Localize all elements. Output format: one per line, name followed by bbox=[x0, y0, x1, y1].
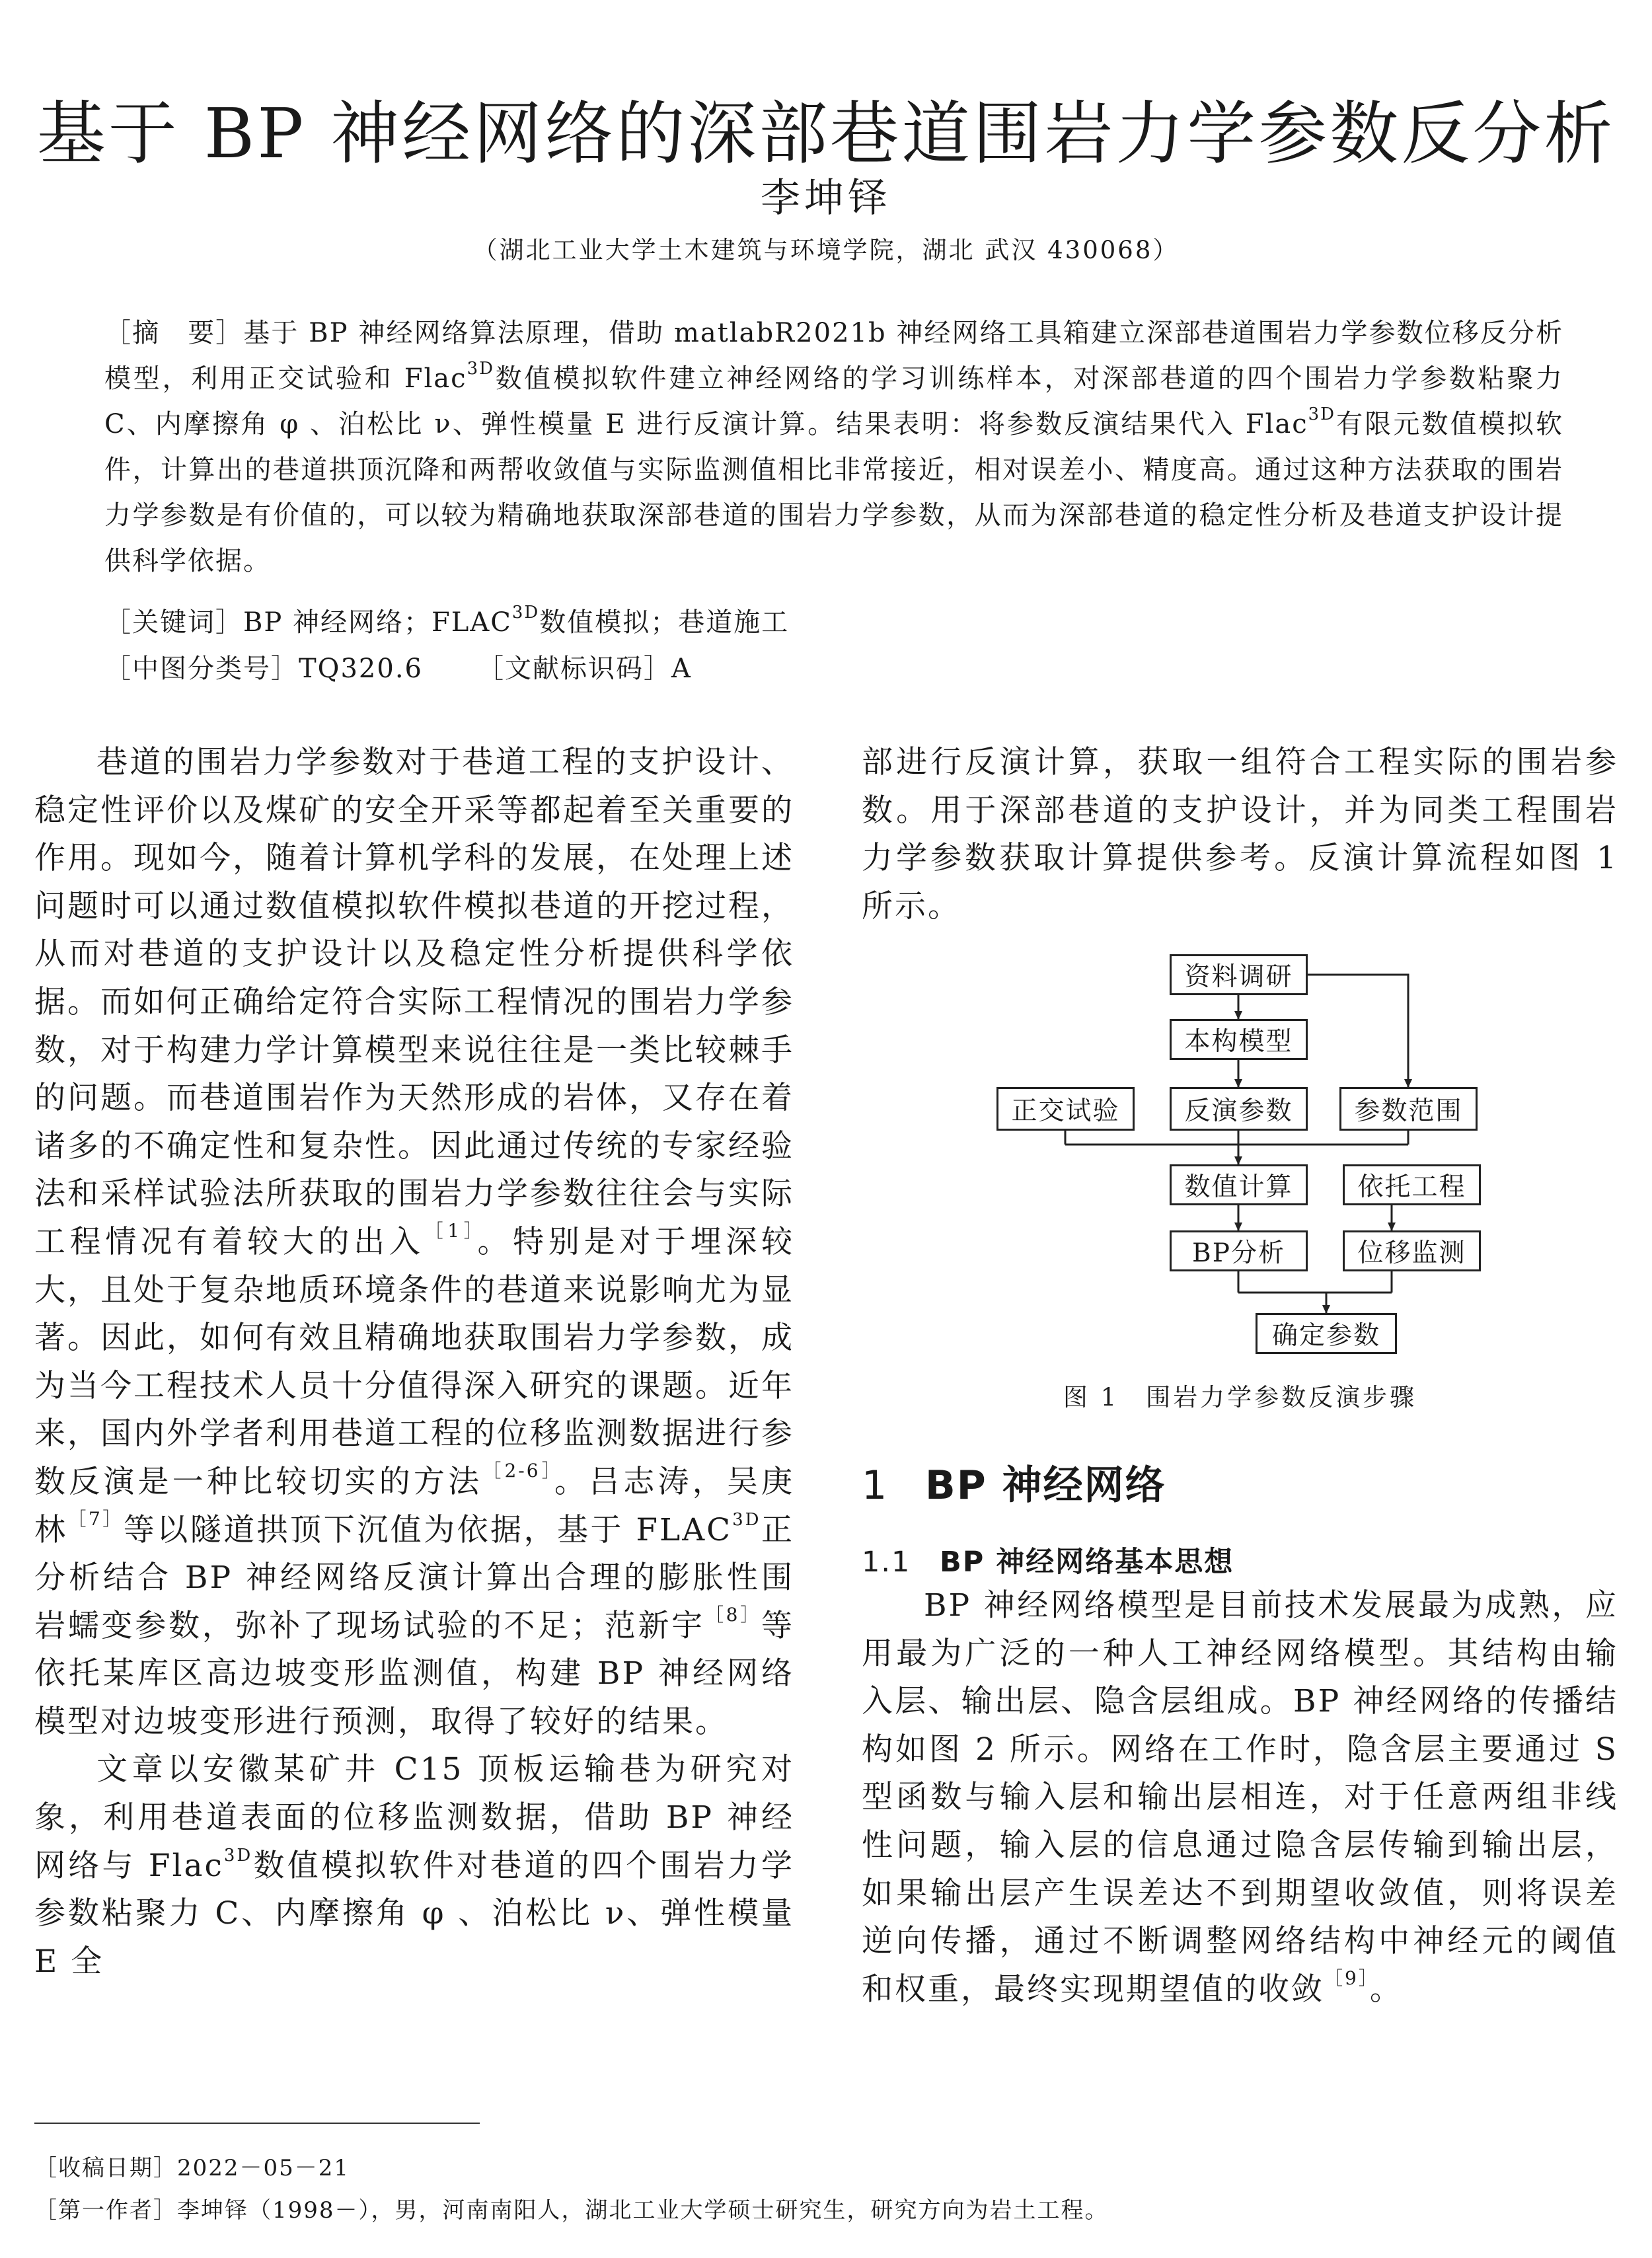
subsection-number: 1.1 bbox=[862, 1546, 911, 1579]
body-text: 。 bbox=[1369, 1971, 1403, 2008]
flow-box-bp-analysis: BP分析 bbox=[1170, 1230, 1308, 1271]
paper-title: 基于 BP 神经网络的深部巷道围岩力学参数反分析 bbox=[36, 93, 1616, 174]
body-paragraph-continued: 部进行反演计算，获取一组符合工程实际的围岩参数。用于深部巷道的支护设计，并为同类工程围岩力学参数获取计算提供参考。反演计算流程如图 1 所示。 bbox=[862, 744, 1618, 924]
body-text: 文章以安徽某矿井 C15 顶板运输巷为研究对象，利用巷道表面的位移监测数据，借助 BP 神经网络与 Flac bbox=[34, 1751, 794, 1884]
citation: ［8］ bbox=[704, 1604, 761, 1626]
clc-label: ［中图分类号］ bbox=[104, 654, 299, 684]
keywords-text-2: 数值模拟；巷道施工 bbox=[539, 607, 790, 638]
body-text: 。特别是对于埋深较大，且处于复杂地质环境条件的巷道来说影响尤为显著。因此，如何有效且精确地获取围岩力学参数，成为当今工程技术人员十分值得深入研究的课题。近年来，国内外学者利用巷道工程的位移监测数据进行参数反演是一种比较切实的方法 bbox=[34, 1223, 795, 1500]
body-paragraph-1 bbox=[34, 739, 794, 1746]
section-1-1-heading bbox=[862, 1540, 1234, 1580]
first-author-label: ［第一作者］ bbox=[34, 2197, 177, 2224]
body-left-column bbox=[34, 739, 794, 1986]
received-date bbox=[34, 2152, 350, 2185]
body-paragraph-2 bbox=[34, 1746, 794, 1986]
author-name: 李坤铎 bbox=[761, 175, 891, 221]
abstract-text-2: 数值模拟软件建立神经网络的学习训练样本，对深部巷道的四个围岩力学参数粘聚力 C、内摩擦角 φ 、泊松比 ν、弹性模量 E 进行反演计算。结果表明：将参数反演结果代入 Flac bbox=[104, 363, 1564, 439]
flow-box-determine-parameters: 确定参数 bbox=[1256, 1313, 1397, 1354]
citation: ［7］ bbox=[67, 1507, 124, 1530]
flow-box-inversion-parameters: 反演参数 bbox=[1170, 1087, 1308, 1131]
flow-box-research: 资料调研 bbox=[1170, 954, 1308, 995]
body-right-column-top bbox=[862, 739, 1618, 930]
section-title: BP 神经网络 bbox=[925, 1462, 1166, 1509]
abstract-superscript-1: 3D bbox=[467, 358, 494, 379]
superscript: 3D bbox=[223, 1846, 253, 1865]
subsection-title: BP 神经网络基本思想 bbox=[940, 1546, 1234, 1579]
flow-box-displacement-monitoring: 位移监测 bbox=[1343, 1230, 1481, 1271]
first-author-note bbox=[34, 2194, 1109, 2227]
classification-line bbox=[104, 649, 1563, 689]
received-value: 2022－05－21 bbox=[177, 2155, 350, 2181]
body-paragraph-bp bbox=[862, 1582, 1618, 2013]
citation: ［2-6］ bbox=[482, 1460, 554, 1482]
keywords-label: ［关键词］ bbox=[104, 607, 243, 638]
superscript: 3D bbox=[732, 1509, 761, 1530]
first-author-value: 李坤铎（1998－），男，河南南阳人，湖北工业大学硕士研究生，研究方向为岩土工程。 bbox=[177, 2197, 1109, 2224]
flow-box-orthogonal-test: 正交试验 bbox=[996, 1087, 1135, 1131]
footnote-divider bbox=[34, 2123, 480, 2124]
document-code-value: A bbox=[671, 654, 692, 684]
body-text: 等以隧道拱顶下沉值为依据，基于 FLAC bbox=[123, 1511, 733, 1548]
citation: ［9］ bbox=[1324, 1967, 1370, 1990]
abstract-label: ［摘 要］ bbox=[104, 318, 244, 348]
body-text: 巷道的围岩力学参数对于巷道工程的支护设计、稳定性评价以及煤矿的安全开采等都起着至关重要的作用。现如今，随着计算机学科的发展，在处理上述问题时可以通过数值模拟软件模拟巷道的开挖过程，从而对巷道的支护设计以及稳定性分析提供科学依据。而如何正确给定符合实际工程情况的围岩力学参数，对于构建力学计算模型来说往往是一类比较棘手的问题。而巷道围岩作为天然形成的岩体，又存在着诸多的不确定性和复杂性。因此通过传统的专家经验法和采样试验法所获取的围岩力学参数往往会与实际工程情况有着较大的出入 bbox=[34, 744, 794, 1260]
citation: ［1］ bbox=[424, 1220, 478, 1242]
body-text: 等依托某库区高边坡变形监测值，构建 BP 神经网络模型对边坡变形进行预测，取得了较好的结果。 bbox=[34, 1607, 794, 1740]
abstract-text-3: 有限元数值模拟软件，计算出的巷道拱顶沉降和两帮收敛值与实际监测值相比非常接近，相对误差小、精度高。通过这种方法获取的围岩力学参数是有价值的，可以较为精确地获取深部巷道的围岩力学参数，从而为深部巷道的稳定性分析及巷道支护设计提供科学依据。 bbox=[104, 409, 1564, 576]
flow-box-numerical-calculation: 数值计算 bbox=[1170, 1164, 1308, 1205]
author-affiliation: （湖北工业大学土木建筑与环境学院，湖北 武汉 430068） bbox=[472, 236, 1180, 264]
flow-box-supporting-project: 依托工程 bbox=[1343, 1164, 1481, 1205]
body-text: 正分析结合 BP 神经网络反演计算出合理的膨胀性围岩蠕变参数，弥补了现场试验的不足；范新宇 bbox=[34, 1511, 794, 1644]
clc-value: TQ320.6 bbox=[299, 654, 423, 684]
flow-box-parameter-range: 参数范围 bbox=[1339, 1087, 1478, 1131]
keywords bbox=[104, 603, 1563, 642]
abstract-superscript-2: 3D bbox=[1308, 404, 1335, 424]
abstract bbox=[104, 311, 1563, 584]
section-number: 1 bbox=[862, 1462, 889, 1509]
keywords-superscript: 3D bbox=[511, 602, 540, 622]
body-text: 。吕志涛，吴庚林 bbox=[34, 1463, 795, 1548]
abstract-text-1: 基于 BP 神经网络算法原理，借助 matlabR2021b 神经网络工具箱建立深部巷道围岩力学参数位移反分析模型，利用正交试验和 Flac bbox=[104, 318, 1563, 394]
body-right-column-bottom bbox=[862, 1582, 1618, 2013]
body-text: BP 神经网络模型是目前技术发展最为成熟，应用最为广泛的一种人工神经网络模型。其结构由输入层、输出层、隐含层组成。BP 神经网络的传播结构如图 2 所示。网络在工作时，隐含层主要通过 S 型函数与输入层和输出层相连，对于任意两组非线性问题，输入层的信息通过隐含层传输到输出层，如果输出层产生误差达不到期望收敛值，则将误差逆向传播，通过不断调整网络结构中神经元的阈值和权重，最终实现期望值的收敛 bbox=[862, 1587, 1618, 2008]
received-label: ［收稿日期］ bbox=[34, 2155, 177, 2181]
keywords-text-1: BP 神经网络；FLAC bbox=[243, 607, 512, 638]
flow-box-constitutive-model: 本构模型 bbox=[1170, 1019, 1308, 1060]
document-code-label: ［文献标识码］ bbox=[476, 654, 671, 684]
figure-1-caption: 图 1 围岩力学参数反演步骤 bbox=[1063, 1383, 1417, 1411]
body-text: 数值模拟软件对巷道的四个围岩力学参数粘聚力 C、内摩擦角 φ 、泊松比 ν、弹性模量 E 全 bbox=[34, 1847, 795, 1980]
section-1-heading bbox=[862, 1454, 1166, 1511]
